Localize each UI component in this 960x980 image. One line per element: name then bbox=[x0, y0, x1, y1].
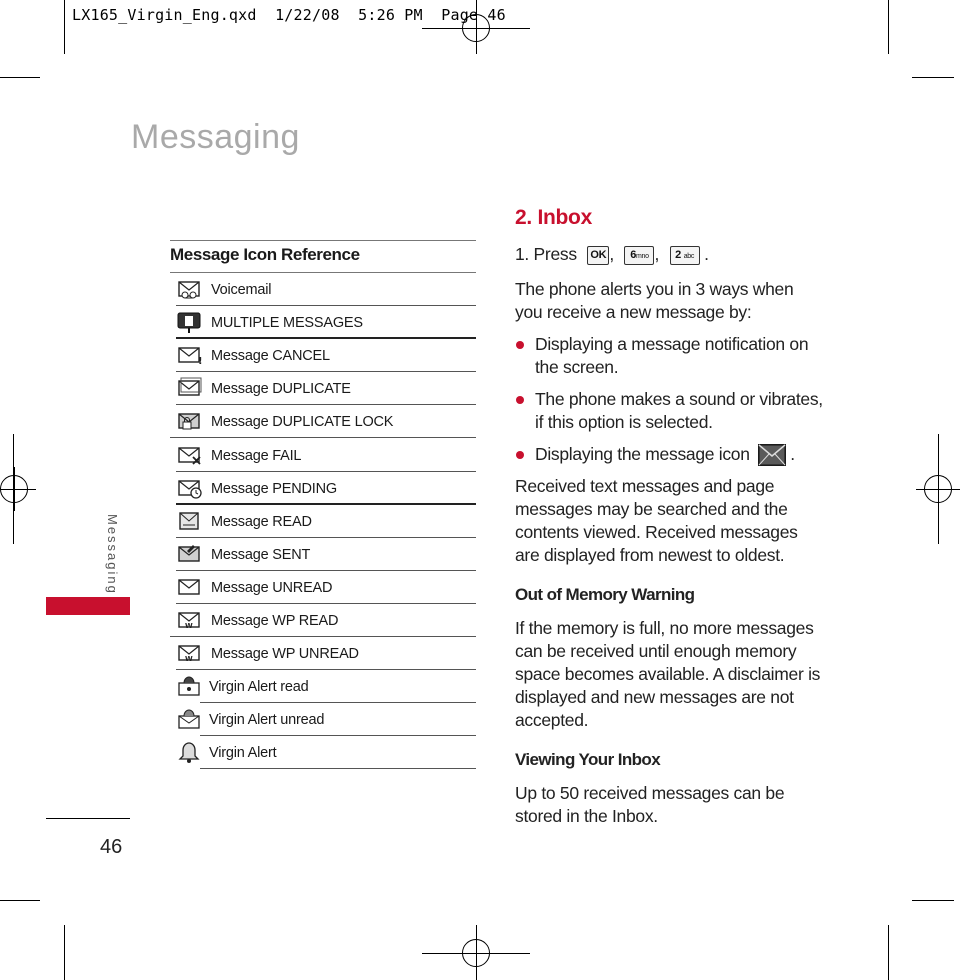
alert-intro: The phone alerts you in 3 ways when you receive a new message by: bbox=[515, 279, 794, 322]
6-key-icon bbox=[624, 246, 654, 265]
message-pending-icon bbox=[176, 477, 202, 499]
bullet-item bbox=[515, 388, 825, 434]
crop-mark bbox=[64, 0, 65, 54]
svg-text:W: W bbox=[185, 655, 193, 664]
svg-text:!: ! bbox=[198, 356, 203, 368]
icon-table-heading: Message Icon Reference bbox=[170, 245, 360, 264]
table-row bbox=[170, 405, 476, 438]
bullet-item bbox=[515, 333, 825, 379]
table-top-rule bbox=[170, 240, 476, 241]
icon-label: Message FAIL bbox=[211, 447, 302, 464]
crop-mark bbox=[888, 925, 889, 980]
separator: , bbox=[609, 244, 614, 264]
side-section-label: Messaging bbox=[105, 514, 120, 595]
icon-label: Message UNREAD bbox=[211, 579, 333, 596]
table-row bbox=[170, 372, 476, 405]
viewing-inbox-paragraph: Up to 50 received messages can be stored in the Inbox. bbox=[515, 783, 785, 826]
icon-label: Virgin Alert bbox=[209, 745, 277, 762]
table-row bbox=[170, 670, 476, 703]
crop-mark bbox=[0, 77, 40, 78]
viewing-inbox-heading: Viewing Your Inbox bbox=[515, 750, 661, 769]
message-read-icon bbox=[176, 510, 202, 532]
table-row bbox=[170, 736, 476, 769]
section-tab-bar bbox=[46, 597, 130, 615]
message-unread-icon bbox=[176, 576, 202, 598]
page-title: Messaging bbox=[131, 118, 300, 156]
footer-divider bbox=[46, 818, 130, 819]
table-row bbox=[170, 703, 476, 736]
virgin-alert-icon bbox=[176, 741, 202, 763]
bullet-dot-icon bbox=[516, 396, 524, 404]
message-duplicate-icon bbox=[176, 377, 202, 399]
icon-label: Message SENT bbox=[211, 546, 311, 563]
message-wp-read-icon bbox=[176, 609, 202, 631]
message-cancel-icon bbox=[176, 344, 202, 366]
crop-mark bbox=[912, 77, 954, 78]
out-of-memory-paragraph: If the memory is full, no more messages can be received until enough memory space becomes available. A disclaimer is displayed and new messages are not accepted. bbox=[515, 618, 821, 730]
page-number: 46 bbox=[100, 836, 123, 858]
registration-mark-icon bbox=[916, 467, 960, 511]
icon-label: Message DUPLICATE bbox=[211, 381, 351, 398]
step-1 bbox=[515, 243, 825, 266]
multiple-messages-icon bbox=[176, 311, 202, 333]
table-row bbox=[170, 604, 476, 637]
crop-mark bbox=[0, 900, 40, 901]
icon-label: Message READ bbox=[211, 513, 312, 530]
icon-label: Virgin Alert unread bbox=[209, 712, 325, 729]
bullet-item bbox=[515, 443, 825, 466]
icon-label: MULTIPLE MESSAGES bbox=[211, 315, 363, 332]
separator: , bbox=[654, 244, 660, 264]
bullet-text: The phone makes a sound or vibrates, if this option is selected. bbox=[535, 389, 823, 432]
icon-label: Message CANCEL bbox=[211, 348, 330, 365]
2-key-icon bbox=[670, 246, 700, 265]
virgin-alert-unread-icon bbox=[176, 708, 202, 730]
ok-key-label: OK bbox=[590, 248, 607, 261]
table-row bbox=[170, 538, 476, 571]
crop-mark bbox=[888, 0, 889, 54]
table-row bbox=[170, 505, 476, 538]
ok-key-icon bbox=[587, 246, 609, 265]
registration-mark-icon bbox=[454, 931, 498, 975]
table-row bbox=[170, 306, 476, 339]
period: . bbox=[704, 244, 709, 264]
icon-label: Message PENDING bbox=[211, 480, 337, 497]
out-of-memory-heading: Out of Memory Warning bbox=[515, 585, 695, 604]
voicemail-icon bbox=[176, 278, 202, 300]
table-row bbox=[170, 339, 476, 372]
received-paragraph: Received text messages and page messages may be searched and the contents viewed. Received messages are displayed from newest to oldest. bbox=[515, 476, 798, 565]
message-fail-icon bbox=[176, 444, 202, 466]
icon-label: Voicemail bbox=[211, 282, 272, 298]
period: . bbox=[790, 444, 795, 464]
virgin-alert-read-icon bbox=[176, 675, 202, 697]
icon-label: Virgin Alert read bbox=[209, 679, 309, 696]
registration-mark-icon bbox=[0, 467, 36, 511]
table-row bbox=[170, 637, 476, 670]
bullet-text: Displaying a message notification on the screen. bbox=[535, 334, 809, 377]
bullet-dot-icon bbox=[516, 341, 524, 349]
icon-label: Message WP UNREAD bbox=[211, 646, 359, 663]
6-key-label: 6 bbox=[630, 248, 637, 261]
message-wp-unread-icon bbox=[176, 642, 202, 664]
6-key-letters: mno bbox=[636, 252, 649, 260]
2-key-letters: abc bbox=[683, 252, 695, 260]
row-divider bbox=[200, 768, 476, 769]
step-1-text: 1. Press bbox=[515, 244, 577, 264]
table-row bbox=[170, 273, 476, 306]
table-row bbox=[170, 439, 476, 472]
crop-mark bbox=[64, 925, 65, 980]
crop-mark bbox=[912, 900, 954, 901]
table-row bbox=[170, 472, 476, 505]
message-duplicate-lock-icon bbox=[176, 410, 202, 432]
2-key-label: 2 bbox=[675, 248, 681, 261]
section-heading: 2. Inbox bbox=[515, 206, 592, 229]
message-sent-icon bbox=[176, 543, 202, 565]
print-slug: LX165_Virgin_Eng.qxd 1/22/08 5:26 PM Page 46 bbox=[72, 6, 506, 24]
message-envelope-icon bbox=[758, 444, 786, 466]
table-row bbox=[170, 571, 476, 604]
bullet-text: Displaying the message icon bbox=[535, 444, 750, 464]
icon-label: Message WP READ bbox=[211, 613, 339, 629]
icon-label: Message DUPLICATE LOCK bbox=[211, 414, 394, 431]
svg-text:W: W bbox=[185, 622, 193, 630]
bullet-dot-icon bbox=[516, 451, 524, 459]
